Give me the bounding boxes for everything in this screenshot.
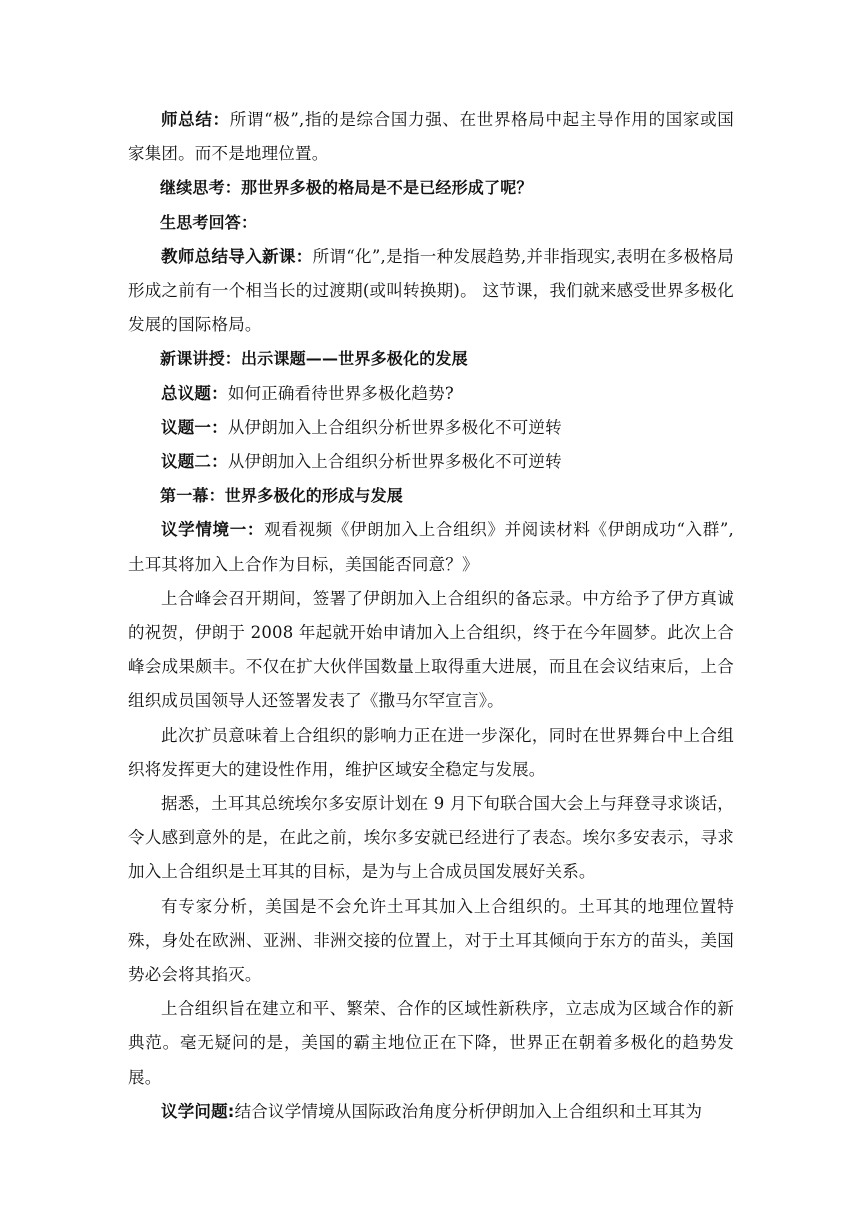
text-expansion: 此次扩员意味着上合组织的影响力正在进一步深化，同时在世界舞台中上合组织将发挥更大的建设性作用，维护区域安全稳定与发展。	[128, 725, 734, 779]
text-sco-aim: 上合组织旨在建立和平、繁荣、合作的区域性新秩序，立志成为区域合作的新典范。毫无疑问的是，美国的霸主地位正在下降，世界正在朝着多极化的趋势发展。	[128, 999, 734, 1087]
label-teacher-intro: 教师总结导入新课：	[161, 246, 313, 266]
paragraph-teacher-summary	[128, 103, 734, 171]
paragraph-sco-aim	[128, 992, 734, 1095]
paragraph-student-answer	[128, 206, 734, 240]
label-topic-one: 议题一：	[161, 417, 228, 437]
label-teacher-summary: 师总结：	[161, 110, 230, 129]
paragraph-continue-thinking	[128, 171, 734, 205]
text-sco-summit: 上合峰会召开期间，签署了伊朗加入上合组织的备忘录。中方给予了伊方真诚的祝贺，伊朗于 2008 年起就开始申请加入上合组织，终于在今年圆梦。此次上合峰会成果颇丰。不仅在扩大伙伴国数量上取得重大进展，而且在会议结束后，上合组织成员国领导人还签署发表了《撒马尔罕宣言》。	[128, 588, 734, 711]
text-topic-two: 从伊朗加入上合组织分析世界多极化不可逆转	[227, 452, 562, 472]
paragraph-expert-analysis	[128, 890, 734, 993]
text-main-topic: 如何正确看待世界多极化趋势?	[227, 383, 454, 403]
text-turkey-plan: 据悉，土耳其总统埃尔多安原计划在 9 月下旬联合国大会上与拜登寻求谈话，令人感到意外的是，在此之前，埃尔多安就已经进行了表态。埃尔多安表示，寻求加入上合组织是土耳其的目标，是为与上合成员国发展好关系。	[128, 794, 734, 882]
paragraph-main-topic	[128, 377, 734, 411]
text-topic-one: 从伊朗加入上合组织分析世界多极化不可逆转	[227, 417, 562, 437]
paragraph-act-one	[128, 479, 734, 513]
label-new-lesson: 新课讲授：出示课题——世界多极化的发展	[160, 349, 468, 369]
label-learning-question: 议学问题:	[161, 1101, 235, 1121]
paragraph-learning-question	[128, 1095, 734, 1129]
label-student-answer: 生思考回答：	[160, 212, 258, 232]
text-learning-question: 结合议学情境从国际政治角度分析伊朗加入上合组织和土耳其为	[234, 1101, 703, 1121]
paragraph-new-lesson	[128, 342, 734, 376]
label-continue-thinking: 继续思考：那世界多极的格局是不是已经形成了呢？	[160, 178, 533, 198]
paragraph-teacher-intro	[128, 240, 734, 343]
paragraph-topic-two	[128, 445, 734, 479]
text-scenario-one: 观看视频《伊朗加入上合组织》并阅读材料《伊朗成功“入群”,土耳其将加入上合作为目标，美国能否同意？》	[128, 520, 734, 574]
paragraph-turkey-plan	[128, 787, 734, 890]
paragraph-sco-summit	[128, 582, 734, 719]
label-scenario-one: 议学情境一：	[161, 520, 265, 540]
text-teacher-summary: 所谓“极”,指的是综合国力强、在世界格局中起主导作用的国家或国家集团。而不是地理位置。	[128, 110, 734, 164]
paragraph-expansion	[128, 719, 734, 787]
label-topic-two: 议题二：	[161, 452, 228, 472]
document-body	[128, 103, 734, 1129]
text-expert-analysis: 有专家分析，美国是不会允许土耳其加入上合组织的。土耳其的地理位置特殊，身处在欧洲、亚洲、非洲交接的位置上，对于土耳其倾向于东方的苗头，美国势必会将其掐灭。	[128, 896, 734, 985]
paragraph-topic-one	[128, 411, 734, 445]
label-main-topic: 总议题：	[161, 383, 228, 403]
text-teacher-intro: 所谓“化”,是指一种发展趋势,并非指现实,表明在多极格局形成之前有一个相当长的过渡期(或叫转换期)。 这节课，我们就来感受世界多极化发展的国际格局。	[128, 246, 734, 335]
label-act-one: 第一幕：世界多极化的形成与发展	[160, 486, 404, 506]
paragraph-scenario-one	[128, 513, 734, 581]
